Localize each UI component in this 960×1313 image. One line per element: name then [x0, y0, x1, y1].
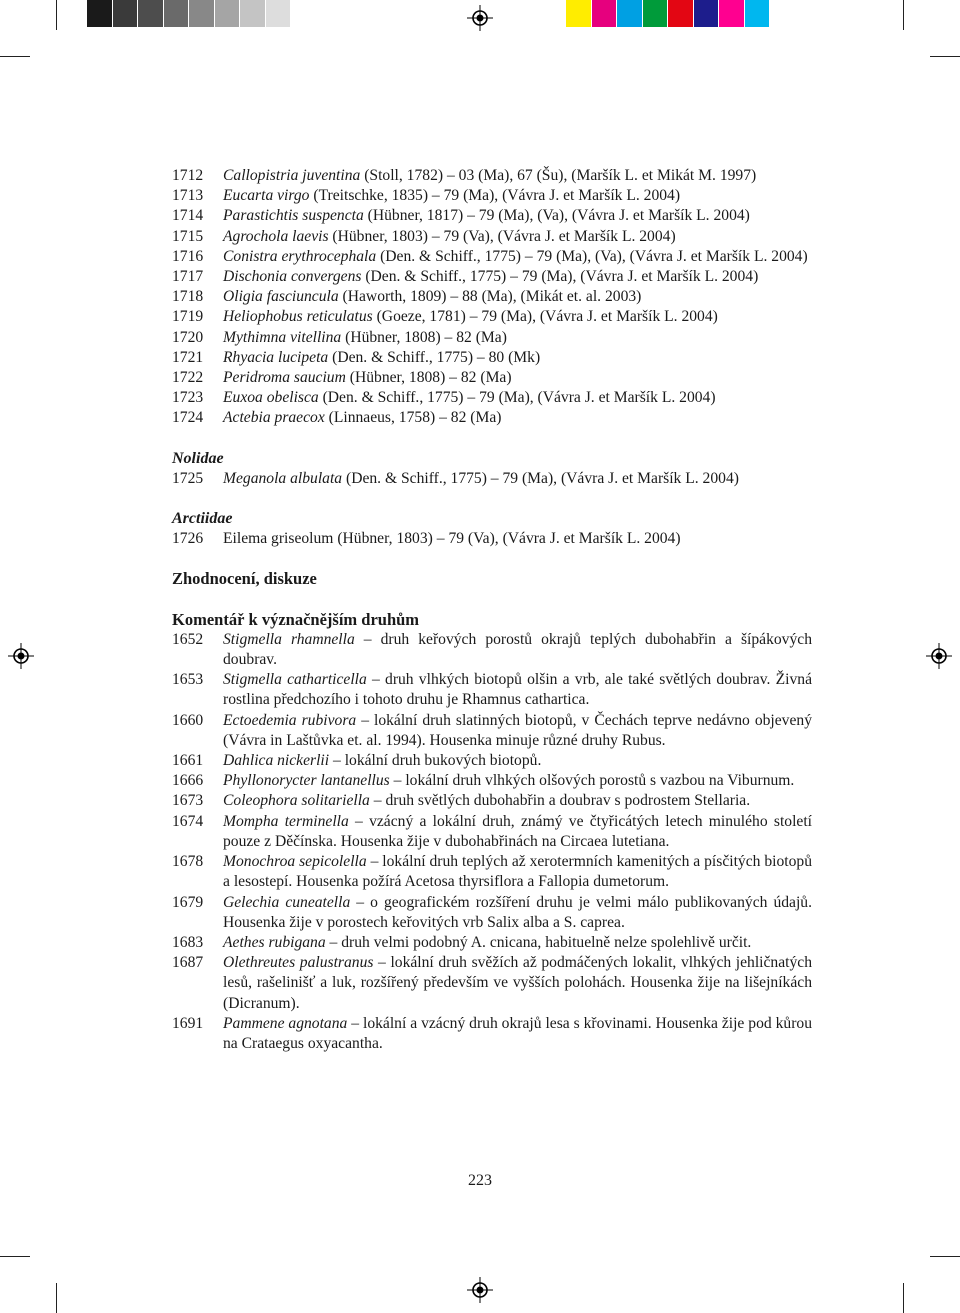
species-name: Euxoa obelisca: [223, 389, 319, 407]
species-record: (Den. & Schiff., 1775) – 79 (Ma), (Va), (Vávra J. et Maršík L. 2004): [376, 247, 808, 265]
list-item: [172, 307, 812, 327]
page-number: 223: [468, 1172, 492, 1189]
species-number: 1723: [172, 389, 204, 407]
species-record: (Treitschke, 1835) – 79 (Ma), (Vávra J. et Maršík L. 2004): [309, 187, 681, 205]
list-item: [172, 630, 812, 670]
species-number: 1661: [172, 752, 204, 770]
species-number: 1715: [172, 227, 204, 245]
species-name: Callopistria juventina: [223, 167, 361, 184]
color-swatch: [138, 0, 163, 27]
species-record: (Stoll, 1782) – 03 (Ma), 67 (Šu), (Maršík L. et Mikát M. 1997): [360, 167, 757, 184]
species-record: – lokální druh bukových biotopů.: [329, 752, 542, 770]
species-name: Phyllonorycter lantanellus: [223, 772, 390, 790]
species-number: 1724: [172, 409, 204, 427]
species-number: 1714: [172, 207, 204, 225]
color-swatch: [745, 0, 770, 27]
list-item: [172, 267, 812, 287]
list-item: [172, 751, 812, 771]
species-record: (Haworth, 1809) – 88 (Ma), (Mikát et. al. 2003): [338, 288, 642, 306]
species-record: – lokální a vzácný druh okrajů lesa s křovinami. Housenka žije pod kůrou na Crataegus oxyacantha.: [223, 1014, 812, 1052]
list-item: [172, 893, 812, 933]
species-name: Conistra erythrocephala: [223, 247, 377, 265]
species-number: 1721: [172, 348, 204, 366]
species-name: Rhyacia lucipeta: [223, 348, 329, 366]
species-number: 1718: [172, 288, 204, 306]
species-name: Dischonia convergens: [223, 268, 362, 286]
crop-mark: [903, 0, 904, 30]
registration-mark-icon: [8, 643, 34, 669]
species-name: Olethreutes palustranus: [223, 954, 374, 972]
crop-mark: [56, 0, 57, 30]
species-record: (Hübner, 1808) – 82 (Ma): [341, 328, 507, 346]
page-content: [172, 166, 812, 1054]
list-item: [172, 933, 812, 953]
species-name: Stigmella rhamnella: [223, 630, 355, 648]
species-record: – lokální druh teplých až xerotermních kamenitých a písčitých biotopů a lesostepí. Housenka požírá Acetosa thyrsiflora a Fallopia dumetorum.: [223, 853, 812, 891]
species-record: – o geografickém rozšíření druhu je velmi málo publikovaných údajů. Housenka žije v porostech keřovitých vrb Salix alba a S. caprea.: [223, 893, 812, 931]
species-record: (Hübner, 1817) – 79 (Ma), (Va), (Vávra J. et Maršík L. 2004): [363, 207, 750, 225]
color-swatch: [694, 0, 719, 27]
color-swatch: [113, 0, 138, 27]
species-number: 1726: [172, 530, 204, 548]
species-number: 1674: [172, 812, 204, 830]
section-heading: Zhodnocení, diskuze: [172, 569, 317, 589]
list-item: [172, 529, 812, 549]
species-number: 1687: [172, 954, 204, 972]
crop-mark: [56, 1283, 57, 1313]
species-number: 1719: [172, 308, 204, 326]
crop-mark: [0, 1256, 30, 1257]
list-item: [172, 953, 812, 1014]
registration-mark-icon: [467, 1277, 493, 1303]
species-list-noctuidae: [172, 166, 812, 429]
species-number: 1653: [172, 671, 204, 689]
species-name: Actebia praecox: [223, 409, 325, 427]
list-item: [172, 408, 812, 428]
list-item: [172, 227, 812, 247]
species-name: Oligia fasciuncula: [223, 288, 339, 306]
species-comments: [172, 630, 812, 1054]
process-color-bar: [566, 0, 770, 30]
species-record: – druh velmi podobný A. cnicana, habituelně nelze spolehlivě určit.: [325, 933, 752, 951]
species-number: 1683: [172, 933, 204, 951]
list-item: [172, 368, 812, 388]
species-number: 1679: [172, 893, 204, 911]
species-name: Monochroa sepicolella: [223, 853, 367, 871]
list-item: [172, 711, 812, 751]
species-name: Eucarta virgo: [223, 187, 310, 205]
species-name: Mythimna vitellina: [223, 328, 342, 346]
species-name: Parastichtis suspencta: [223, 207, 364, 225]
species-name: Peridroma saucium: [223, 369, 346, 387]
species-number: 1666: [172, 772, 204, 790]
species-name: Mompha terminella: [223, 812, 349, 830]
list-item: [172, 186, 812, 206]
color-swatch: [643, 0, 668, 27]
registration-mark-icon: [467, 5, 493, 31]
list-item: [172, 1014, 812, 1054]
color-swatch: [240, 0, 265, 27]
list-item: [172, 206, 812, 226]
species-record: (Hübner, 1803) – 79 (Va), (Vávra J. et Maršík L. 2004): [333, 530, 681, 548]
species-record: (Hübner, 1803) – 79 (Va), (Vávra J. et Maršík L. 2004): [328, 227, 676, 245]
color-swatch: [189, 0, 214, 27]
species-record: – lokální druh slatinných biotopů, v Čechách teprve nedávno objevený (Vávra in Laštůvka et. al. 1994). Housenka minuje různé druhy Rubus.: [223, 711, 812, 749]
species-name: Eilema griseolum: [223, 530, 334, 548]
list-item: [172, 348, 812, 368]
species-name: Meganola albulata: [223, 469, 343, 487]
species-record: (Hübner, 1808) – 82 (Ma): [345, 369, 512, 387]
gray-color-bar: [87, 0, 291, 30]
species-record: (Den. & Schiff., 1775) – 79 (Ma), (Vávra J. et Maršík L. 2004): [318, 389, 716, 407]
species-record: – druh světlých dubohabřin a doubrav s podrostem Stellaria.: [369, 792, 751, 810]
list-item: [172, 791, 812, 811]
crop-mark: [930, 1256, 960, 1257]
species-number: 1720: [172, 328, 204, 346]
color-swatch: [87, 0, 112, 27]
list-item: [172, 771, 812, 791]
species-number: 1678: [172, 853, 204, 871]
species-record: (Goeze, 1781) – 79 (Ma), (Vávra J. et Maršík L. 2004): [372, 308, 718, 326]
species-record: – lokální druh svěžích až podmáčených lokalit, vlhkých jehličnatých lesů, rašelinišť a luk, rozšířený především ve vyšších polohách. Housenka žije na lišejníkách (Dicranum).: [223, 954, 812, 1012]
species-name: Gelechia cuneatella: [223, 893, 351, 911]
color-swatch: [592, 0, 617, 27]
family-heading-arctiidae: Arctiidae: [172, 510, 233, 528]
color-swatch: [719, 0, 744, 27]
species-number: 1725: [172, 469, 204, 487]
species-number: 1660: [172, 711, 204, 729]
family-heading-nolidae: Nolidae: [172, 449, 224, 467]
color-swatch: [164, 0, 189, 27]
species-name: Heliophobus reticulatus: [223, 308, 373, 326]
species-name: Dahlica nickerlii: [223, 752, 330, 770]
species-record: (Linnaeus, 1758) – 82 (Ma): [324, 409, 502, 427]
species-record: – vzácný a lokální druh, známý ve čtyřicátých letech minulého století pouze z Děčínska. Housenka žije v dubohabřinách na Circaea lutetiana.: [223, 812, 813, 850]
species-number: 1722: [172, 369, 204, 387]
species-record: (Den. & Schiff., 1775) – 79 (Ma), (Vávra J. et Maršík L. 2004): [361, 268, 759, 286]
species-record: – lokální druh vlhkých olšových porostů s vazbou na Viburnum.: [389, 772, 795, 790]
list-item: [172, 166, 812, 186]
color-swatch: [668, 0, 693, 27]
species-number: 1717: [172, 268, 204, 286]
species-name: Ectoedemia rubivora: [223, 711, 357, 729]
species-name: Agrochola laevis: [223, 227, 329, 245]
species-number: 1716: [172, 247, 204, 265]
species-name: Stigmella catharticella: [223, 671, 367, 689]
list-item: [172, 247, 812, 267]
list-item: [172, 852, 812, 892]
color-swatch: [617, 0, 642, 27]
sub-heading: Komentář k význačnějším druhům: [172, 609, 420, 629]
list-item: [172, 287, 812, 307]
species-number: 1652: [172, 630, 204, 648]
species-record: – druh vlhkých biotopů olšin a vrb, ale také světlých doubrav. Živná rostlina předchozího i tohoto druhu je Rhamnus cathartica.: [223, 671, 812, 709]
species-number: 1691: [172, 1014, 204, 1032]
species-record: – druh keřových porostů okrajů teplých dubohabřin a šípákových doubrav.: [223, 630, 812, 669]
crop-mark: [903, 1283, 904, 1313]
color-swatch: [566, 0, 591, 27]
species-name: Pammene agnotana: [223, 1014, 348, 1032]
species-number: 1713: [172, 187, 204, 205]
species-name: Aethes rubigana: [223, 933, 326, 951]
list-item: [172, 812, 812, 852]
species-number: 1673: [172, 792, 204, 810]
list-item: [172, 670, 812, 710]
list-item: [172, 328, 812, 348]
registration-mark-icon: [926, 643, 952, 669]
crop-mark: [0, 56, 30, 57]
species-record: (Den. & Schiff., 1775) – 80 (Mk): [328, 348, 541, 366]
color-swatch: [266, 0, 291, 27]
list-item: [172, 388, 812, 408]
species-record: (Den. & Schiff., 1775) – 79 (Ma), (Vávra J. et Maršík L. 2004): [342, 469, 739, 487]
color-swatch: [215, 0, 240, 27]
species-number: 1712: [172, 167, 204, 184]
crop-mark: [930, 56, 960, 57]
list-item: [172, 469, 812, 489]
species-name: Coleophora solitariella: [223, 792, 370, 810]
